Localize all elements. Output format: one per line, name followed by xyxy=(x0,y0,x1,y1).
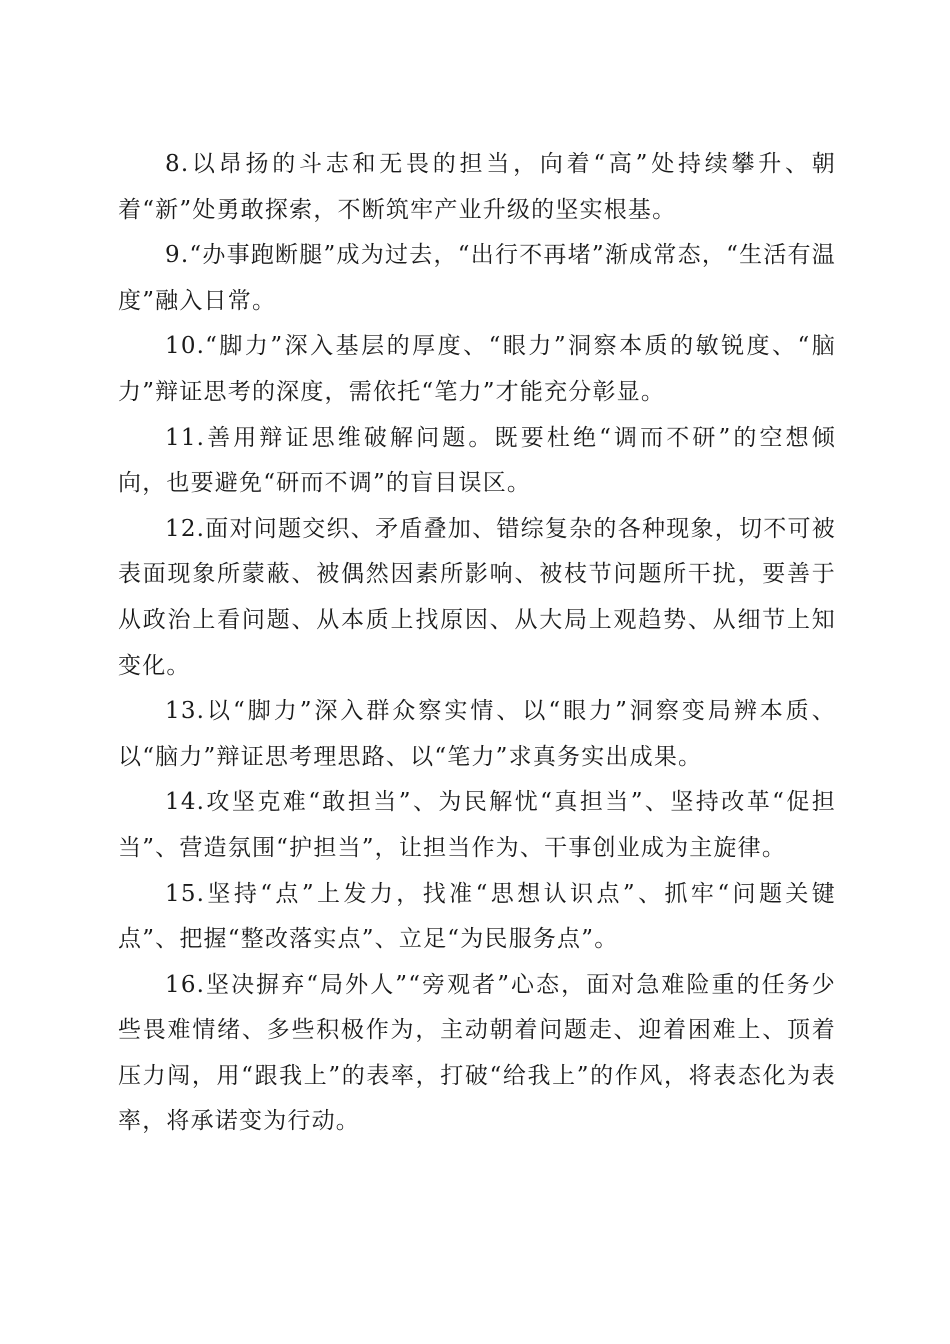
paragraph-15: 15.坚持“点”上发力，找准“思想认识点”、抓牢“问题关键点”、把握“整改落实点”、立足“为民服务点”。 xyxy=(118,880,836,953)
paragraph-13: 13.以“脚力”深入群众察实情、以“眼力”洞察变局辨本质、以“脑力”辩证思考理思路、以“笔力”求真务实出成果。 xyxy=(118,698,836,770)
paragraph-8: 8.以昂扬的斗志和无畏的担当，向着“高”处持续攀升、朝着“新”处勇敢探索，不断筑牢产业升级的坚实根基。 xyxy=(118,151,836,223)
document-page xyxy=(118,142,836,1145)
paragraph-14: 14.攻坚克难“敢担当”、为民解忧“真担当”、坚持改革“促担当”、营造氛围“护担当”，让担当作为、干事创业成为主旋律。 xyxy=(118,789,836,861)
paragraph-12: 12.面对问题交织、矛盾叠加、错综复杂的各种现象，切不可被表面现象所蒙蔽、被偶然因素所影响、被枝节问题所干扰，要善于从政治上看问题、从本质上找原因、从大局上观趋势、从细节上知变化。 xyxy=(118,515,836,679)
paragraph-10: 10.“脚力”深入基层的厚度、“眼力”洞察本质的敏锐度、“脑力”辩证思考的深度，需依托“笔力”才能充分彰显。 xyxy=(118,333,836,405)
paragraph-9: 9.“办事跑断腿”成为过去，“出行不再堵”渐成常态，“生活有温度”融入日常。 xyxy=(118,242,836,314)
paragraph-16: 16.坚决摒弃“局外人”“旁观者”心态，面对急难险重的任务少些畏难情绪、多些积极作为，主动朝着问题走、迎着困难上、顶着压力闯，用“跟我上”的表率，打破“给我上”的作风，将表态化为表率，将承诺变为行动。 xyxy=(118,971,836,1135)
paragraph-11: 11.善用辩证思维破解问题。既要杜绝“调而不研”的空想倾向，也要避免“研而不调”的盲目误区。 xyxy=(118,424,836,497)
